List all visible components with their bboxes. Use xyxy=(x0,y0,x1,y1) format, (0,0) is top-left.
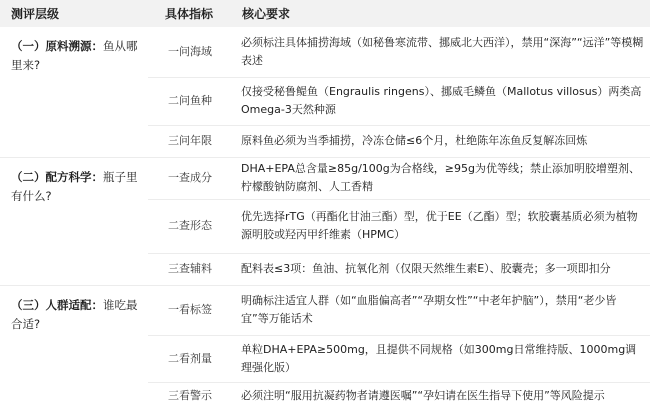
requirement-cell: DHA+EPA总含量≥85g/100g为合格线，≥95g为优等线；禁止添加明胶增塑剂、柠檬酸钠防腐剂、人工香精 xyxy=(241,162,640,193)
level-cell xyxy=(0,27,148,157)
indicator-cell: 二问鱼种 xyxy=(168,94,212,107)
indicator-cell: 二查形态 xyxy=(168,219,212,232)
indicator-cell: 一看标签 xyxy=(168,303,212,316)
requirement-cell: 明确标注适宜人群（如“血脂偏高者”“孕期女性”“中老年护脑”），禁用“老少皆宜”等万能话术 xyxy=(241,294,617,325)
requirement-cell: 优先选择rTG（再酯化甘油三酯）型，优于EE（乙酯）型；软胶囊基质必须为植物源明胶或羟丙甲纤维素（HPMC） xyxy=(241,210,638,241)
level-name: （一）原料溯源： xyxy=(11,39,103,53)
level-cell xyxy=(0,285,148,409)
table-header-row xyxy=(0,0,650,27)
table-row xyxy=(0,27,650,77)
indicator-cell: 一问海域 xyxy=(168,44,212,58)
header-requirement: 核心要求 xyxy=(232,0,650,27)
requirement-cell: 仅接受秘鲁鳀鱼（Engraulis ringens）、挪威毛鳞鱼（Mallotus villosus）两类高Omega-3天然种源 xyxy=(241,85,642,116)
header-level: 测评层级 xyxy=(0,0,148,27)
level-name: （二）配方科学： xyxy=(11,169,103,184)
indicator-cell: 三问年限 xyxy=(168,134,212,147)
table-row xyxy=(0,157,650,199)
requirement-cell: 必须注明“服用抗凝药物者请遵医嘱”“孕妇请在医生指导下使用”等风险提示 xyxy=(241,388,605,402)
level-question: 谁吃最合适? xyxy=(11,297,138,331)
level-name: （三）人群适配： xyxy=(11,297,103,312)
requirement-cell: 原料鱼必须为当季捕捞，冷冻仓储≤6个月，杜绝陈年冻鱼反复解冻回炼 xyxy=(241,134,588,147)
indicator-cell: 二看剂量 xyxy=(168,351,212,365)
indicator-cell: 一查成分 xyxy=(168,171,212,184)
requirement-cell: 配料表≤3项：鱼油、抗氧化剂（仅限天然维生素E）、胶囊壳；多一项即扣分 xyxy=(241,262,611,275)
level-question: 鱼从哪里来? xyxy=(11,39,138,72)
header-indicator: 具体指标 xyxy=(148,0,232,27)
requirement-cell: 单粒DHA+EPA≥500mg，且提供不同规格（如300mg日常维持版、1000mg调理强化版） xyxy=(241,342,637,374)
requirement-cell: 必须标注具体捕捞海域（如秘鲁寒流带、挪威北大西洋），禁用“深海”“远洋”等模糊表述 xyxy=(241,35,644,67)
table-row xyxy=(0,285,650,335)
level-question: 瓶子里有什么? xyxy=(11,169,138,203)
indicator-cell: 三看警示 xyxy=(168,388,212,402)
indicator-cell: 三查辅料 xyxy=(168,262,212,275)
level-cell xyxy=(0,157,148,285)
